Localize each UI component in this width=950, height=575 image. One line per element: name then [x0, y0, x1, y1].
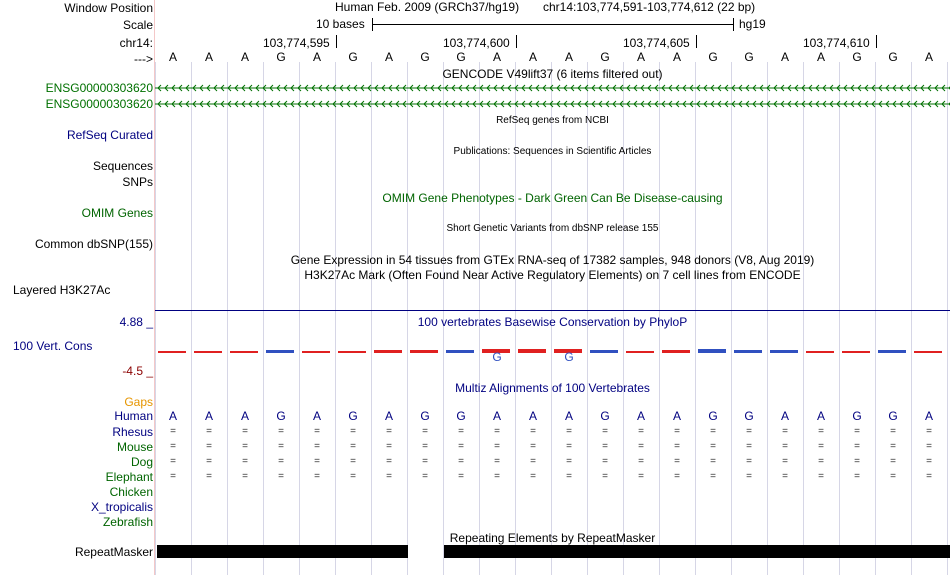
alignment-match: =: [710, 426, 716, 437]
species-label-rhesus[interactable]: Rhesus: [112, 425, 153, 439]
species-label-dog[interactable]: Dog: [130, 455, 153, 469]
label-gaps: Gaps: [124, 395, 153, 409]
alignment-match: =: [566, 441, 572, 452]
label-snps[interactable]: SNPs: [122, 175, 153, 189]
alignment-match: =: [854, 441, 860, 452]
scale-bar-left-tick: [372, 18, 373, 31]
cons-mark: [302, 351, 330, 353]
base-letter: A: [384, 50, 393, 64]
cons-mark: [914, 351, 942, 353]
cons-mark: [374, 350, 402, 353]
alignment-match: =: [206, 441, 212, 452]
alignment-match: =: [566, 426, 572, 437]
track-title-repeat: Repeating Elements by RepeatMasker: [449, 531, 656, 545]
human-base: A: [384, 409, 393, 423]
alignment-match: =: [458, 426, 464, 437]
species-label-chicken[interactable]: Chicken: [109, 485, 153, 499]
alignment-match: =: [782, 426, 788, 437]
alignment-match: =: [710, 471, 716, 482]
alignment-match: =: [530, 426, 536, 437]
gene-line-1[interactable]: [155, 82, 950, 94]
human-base: A: [636, 409, 645, 423]
position-label: 103,774,610: [803, 36, 870, 50]
alignment-match: =: [242, 456, 248, 467]
cons-mark: [806, 351, 834, 353]
alignment-match: =: [782, 456, 788, 467]
base-letter: A: [204, 50, 213, 64]
alignment-match: =: [242, 471, 248, 482]
alignment-match: =: [350, 471, 356, 482]
alignment-match: =: [170, 426, 176, 437]
human-base: A: [672, 409, 681, 423]
cons-mark: [626, 351, 654, 353]
alignment-match: =: [530, 441, 536, 452]
alignment-match: =: [314, 426, 320, 437]
track-title-omim: OMIM Gene Phenotypes - Dark Green Can Be Disease-causing: [382, 191, 723, 205]
base-letter: A: [564, 50, 573, 64]
alignment-match: =: [494, 426, 500, 437]
human-base: A: [780, 409, 789, 423]
cons-mark: [518, 349, 546, 353]
alignment-match: =: [170, 441, 176, 452]
base-letter: G: [420, 50, 430, 64]
alignment-match: =: [278, 441, 284, 452]
human-base: A: [924, 409, 933, 423]
cons-mark: [230, 351, 258, 353]
base-letter: A: [816, 50, 825, 64]
alignment-match: =: [746, 456, 752, 467]
human-base: G: [456, 409, 466, 423]
base-letter: A: [312, 50, 321, 64]
alignment-match: =: [314, 456, 320, 467]
alignment-match: =: [926, 441, 932, 452]
species-label-x_tropicalis[interactable]: X_tropicalis: [90, 500, 153, 514]
alignment-match: =: [170, 456, 176, 467]
alignment-match: =: [782, 441, 788, 452]
alignment-match: =: [890, 456, 896, 467]
repeat-element[interactable]: [444, 545, 950, 558]
alignment-match: =: [566, 456, 572, 467]
alignment-match: =: [566, 471, 572, 482]
alignment-match: =: [206, 456, 212, 467]
gene-line-2[interactable]: [155, 98, 950, 110]
alignment-match: =: [278, 456, 284, 467]
human-base: G: [744, 409, 754, 423]
human-base: A: [312, 409, 321, 423]
alignment-match: =: [926, 426, 932, 437]
alignment-match: =: [674, 471, 680, 482]
alignment-match: =: [710, 441, 716, 452]
track-title-h3k27ac: H3K27Ac Mark (Often Found Near Active Regulatory Elements) on 7 cell lines from ENCODE: [304, 268, 801, 282]
cons-mark: [194, 351, 222, 353]
scale-db: hg19: [739, 17, 766, 31]
label-dbsnp[interactable]: Common dbSNP(155): [34, 237, 153, 251]
human-base: A: [492, 409, 501, 423]
alignment-match: =: [494, 441, 500, 452]
human-base: A: [204, 409, 213, 423]
human-base: G: [420, 409, 430, 423]
alignment-match: =: [458, 441, 464, 452]
alignment-match: =: [386, 471, 392, 482]
cons-mark: [338, 351, 366, 353]
alignment-match: =: [890, 426, 896, 437]
alignment-match: =: [278, 426, 284, 437]
alignment-match: =: [746, 426, 752, 437]
human-base: A: [528, 409, 537, 423]
human-base: G: [600, 409, 610, 423]
label-sequences[interactable]: Sequences: [92, 159, 153, 173]
cons-letter: G: [492, 350, 502, 364]
human-base: A: [240, 409, 249, 423]
alignment-match: =: [890, 441, 896, 452]
alignment-match: =: [602, 456, 608, 467]
alignment-match: =: [386, 441, 392, 452]
position-tick: [336, 35, 337, 48]
position-tick: [516, 35, 517, 48]
alignment-match: =: [530, 456, 536, 467]
species-label-zebrafish[interactable]: Zebrafish: [102, 515, 153, 529]
human-base: G: [888, 409, 898, 423]
base-letter: A: [492, 50, 501, 64]
alignment-match: =: [494, 456, 500, 467]
position-tick: [876, 35, 877, 48]
alignment-match: =: [818, 441, 824, 452]
label-repeatmasker[interactable]: RepeatMasker: [74, 545, 153, 559]
label-cons[interactable]: 100 Vert. Cons: [13, 339, 93, 353]
position-tick: [696, 35, 697, 48]
alignment-match: =: [674, 441, 680, 452]
alignment-match: =: [746, 441, 752, 452]
track-title-snp155: Short Genetic Variants from dbSNP release 155: [446, 223, 659, 234]
position-label: 103,774,595: [263, 36, 330, 50]
human-base: G: [348, 409, 358, 423]
base-letter: A: [240, 50, 249, 64]
base-letter: G: [852, 50, 862, 64]
alignment-match: =: [530, 471, 536, 482]
human-base: A: [168, 409, 177, 423]
alignment-match: =: [170, 471, 176, 482]
alignment-match: =: [350, 456, 356, 467]
base-letter: A: [168, 50, 177, 64]
position-title: chr14:103,774,591-103,774,612 (22 bp): [543, 0, 756, 14]
label-cons-max: 4.88 _: [119, 315, 153, 329]
species-label-human[interactable]: Human: [114, 409, 153, 423]
repeat-element[interactable]: [157, 545, 408, 558]
cons-mark: [446, 350, 474, 353]
alignment-match: =: [638, 441, 644, 452]
alignment-match: =: [818, 456, 824, 467]
track-title-conservation: 100 vertebrates Basewise Conservation by PhyloP: [417, 315, 688, 329]
alignment-match: =: [854, 471, 860, 482]
base-letter: A: [672, 50, 681, 64]
base-letter: A: [636, 50, 645, 64]
alignment-match: =: [854, 426, 860, 437]
human-base: A: [564, 409, 573, 423]
track-title-publications: Publications: Sequences in Scientific Articles: [453, 146, 652, 157]
alignment-match: =: [710, 456, 716, 467]
base-letter: A: [924, 50, 933, 64]
alignment-match: =: [422, 471, 428, 482]
cons-mark: [842, 351, 870, 353]
track-title-gencode: GENCODE V49lift37 (6 items filtered out): [442, 67, 663, 81]
base-letter: G: [708, 50, 718, 64]
position-label: 103,774,605: [623, 36, 690, 50]
label-refseq[interactable]: RefSeq Curated: [66, 128, 153, 142]
label-gene-2[interactable]: ENSG00000303620: [45, 97, 153, 111]
alignment-match: =: [458, 471, 464, 482]
base-letter: G: [744, 50, 754, 64]
alignment-match: =: [818, 426, 824, 437]
scale-label: 10 bases: [316, 17, 365, 31]
scale-bar-right-tick: [733, 18, 734, 31]
position-label: 103,774,600: [443, 36, 510, 50]
base-letter: G: [600, 50, 610, 64]
human-base: G: [276, 409, 286, 423]
alignment-match: =: [674, 426, 680, 437]
alignment-match: =: [458, 456, 464, 467]
alignment-match: =: [350, 441, 356, 452]
alignment-match: =: [494, 471, 500, 482]
label-chrom: chr14:: [119, 36, 153, 50]
base-letter: G: [888, 50, 898, 64]
species-label-mouse[interactable]: Mouse: [116, 440, 153, 454]
track-title-multiz: Multiz Alignments of 100 Vertebrates: [455, 381, 650, 395]
alignment-match: =: [314, 471, 320, 482]
alignment-match: =: [422, 441, 428, 452]
alignment-match: =: [926, 456, 932, 467]
alignment-match: =: [422, 456, 428, 467]
alignment-match: =: [242, 441, 248, 452]
assembly-title: Human Feb. 2009 (GRCh37/hg19): [335, 0, 520, 14]
alignment-match: =: [314, 441, 320, 452]
label-arrow: --->: [134, 52, 153, 66]
cons-mark: [662, 350, 690, 353]
cons-mark: [878, 350, 906, 353]
label-h3k27ac[interactable]: Layered H3K27Ac: [13, 283, 111, 297]
base-letter: G: [276, 50, 286, 64]
species-label-elephant[interactable]: Elephant: [105, 470, 153, 484]
cons-mark: [698, 349, 726, 353]
alignment-match: =: [926, 471, 932, 482]
alignment-match: =: [602, 471, 608, 482]
label-cons-min: -4.5 _: [122, 364, 153, 378]
alignment-match: =: [350, 426, 356, 437]
base-letter: G: [348, 50, 358, 64]
alignment-match: =: [854, 456, 860, 467]
alignment-match: =: [782, 471, 788, 482]
track-title-refseq: RefSeq genes from NCBI: [496, 115, 609, 126]
cons-mark: [734, 350, 762, 353]
label-window-position: Window Position: [64, 1, 153, 15]
cons-mark: [158, 351, 186, 353]
alignment-match: =: [602, 441, 608, 452]
scale-bar: [372, 24, 733, 25]
alignment-match: =: [674, 456, 680, 467]
alignment-match: =: [818, 471, 824, 482]
human-base: G: [852, 409, 862, 423]
alignment-match: =: [638, 456, 644, 467]
human-base: A: [816, 409, 825, 423]
cons-mark: [266, 350, 294, 353]
alignment-match: =: [206, 471, 212, 482]
human-base: G: [708, 409, 718, 423]
alignment-match: =: [386, 426, 392, 437]
alignment-match: =: [278, 471, 284, 482]
cons-mark: [590, 350, 618, 353]
cons-mark: [770, 350, 798, 353]
alignment-match: =: [602, 426, 608, 437]
base-letter: G: [456, 50, 466, 64]
alignment-match: =: [746, 471, 752, 482]
label-gene-1[interactable]: ENSG00000303620: [45, 81, 153, 95]
label-omim[interactable]: OMIM Genes: [81, 206, 153, 220]
cons-letter: G: [564, 350, 574, 364]
cons-top-line: [155, 310, 950, 311]
base-letter: A: [528, 50, 537, 64]
alignment-match: =: [638, 426, 644, 437]
label-scale: Scale: [122, 18, 153, 32]
alignment-match: =: [638, 471, 644, 482]
alignment-match: =: [890, 471, 896, 482]
cons-mark: [410, 350, 438, 353]
alignment-match: =: [242, 426, 248, 437]
alignment-match: =: [422, 426, 428, 437]
alignment-match: =: [386, 456, 392, 467]
track-title-gtex: Gene Expression in 54 tissues from GTEx RNA-seq of 17382 samples, 948 donors (V8, Aug 2019): [290, 253, 815, 267]
base-letter: A: [780, 50, 789, 64]
alignment-match: =: [206, 426, 212, 437]
